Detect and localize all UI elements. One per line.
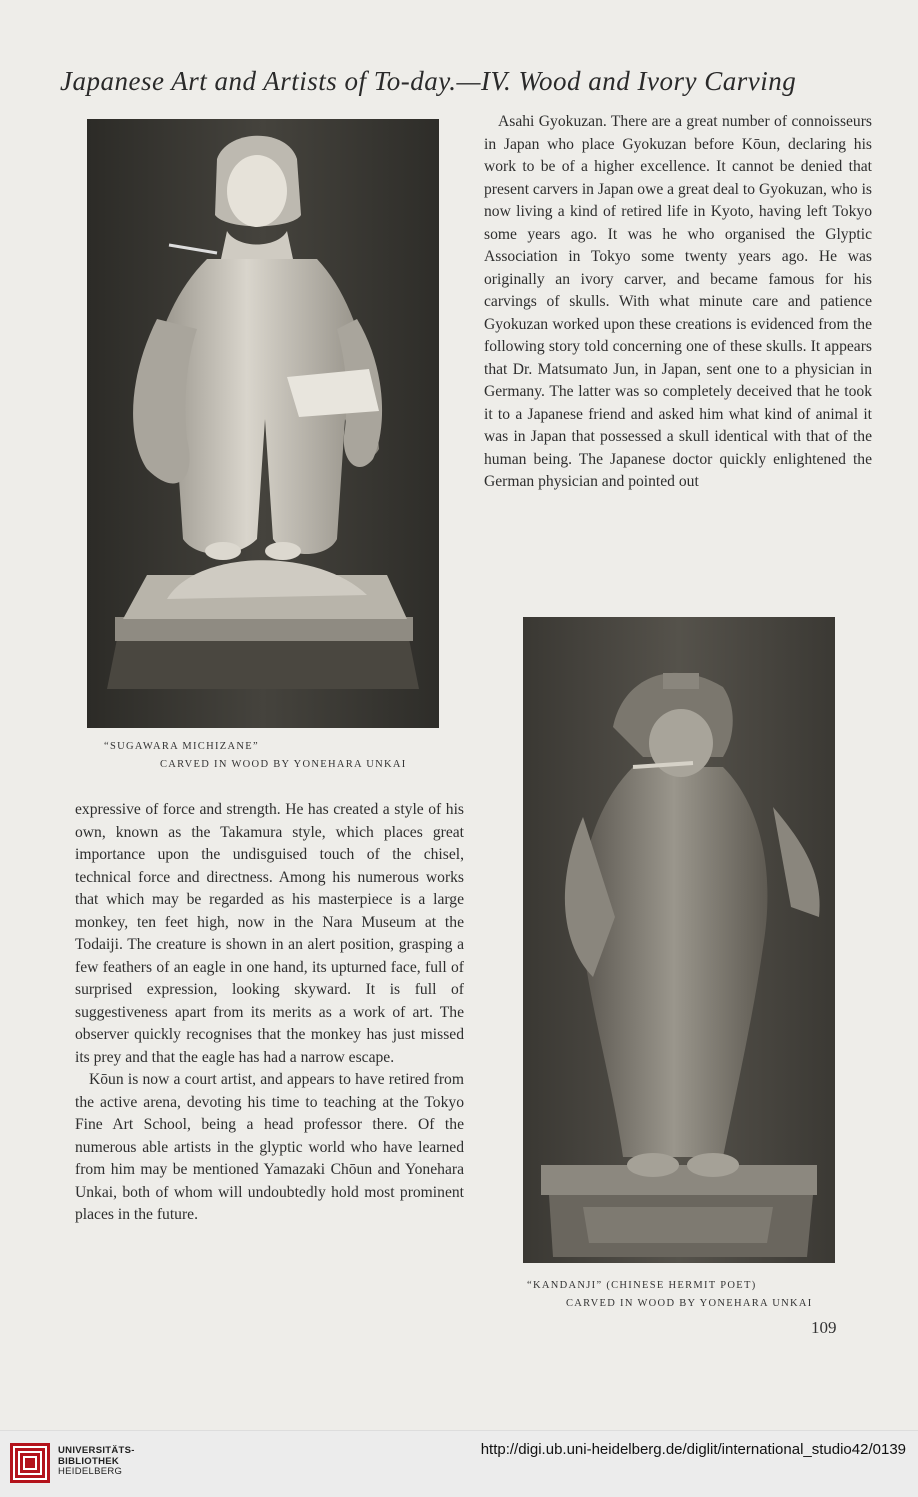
- plate-2-caption-title: “KANDANJI” (CHINESE HERMIT POET): [527, 1280, 757, 1291]
- paragraph: Asahi Gyokuzan. There are a great number of connoisseurs in Japan who place Gyokuzan before Kōun, declaring his work to be of a higher excellence. It cannot be denied that present carvers in Japan owe a great deal to Gyokuzan, who is now living a kind of retired life in Kyoto, having left Tokyo some years ago. It was he who organised the Glyptic Association in Tokyo some twenty years ago. He was originally an ivory carver, and became famous for his carvings of skulls. With what minute care and patience Gyokuzan worked upon these creations is evidenced from the following story told concerning one of these skulls. It appears that Dr. Matsumato Jun, in Japan, sent one to a physician in Germany. The latter was so completely deceived that he took it to a Japanese friend and asked him what kind of animal it was in Japan that possessed a skull identical with that of the human being. The Japanese doctor quickly enlightened the German physician and pointed out: [484, 113, 872, 490]
- running-head: Japanese Art and Artists of To-day.—IV. Wood and Ivory Carving: [60, 66, 797, 96]
- library-logo-icon[interactable]: [10, 1443, 50, 1483]
- plate-1-caption-title: “SUGAWARA MICHIZANE”: [104, 741, 259, 752]
- sculpture-hermit-photo: [523, 617, 835, 1263]
- text-column-right: [484, 111, 872, 494]
- paragraph: expressive of force and strength. He has created a style of his own, known as the Takamura style, which places great importance upon the undisguised touch of the chisel, technical force and directness. Among his numerous works that which may be regarded as his masterpiece is a large monkey, ten feet high, now in the Nara Museum at the Todaiji. The creature is shown in an alert position, grasping a few feathers of an eagle in one hand, its upturned face, full of surprised expression, looking skyward. It is full of suggestiveness apart from its merits as a work of art. The observer quickly recognises that the monkey has just missed its prey and that the eagle has had a narrow escape.: [75, 801, 464, 1066]
- source-url-link[interactable]: http://digi.ub.uni-heidelberg.de/diglit/international_studio42/0139: [480, 1441, 906, 1458]
- library-footer: [0, 1430, 918, 1497]
- plate-sugawara-michizane: [87, 119, 439, 728]
- paragraph: Kōun is now a court artist, and appears to have retired from the active arena, devoting his time to teaching at the Tokyo Fine Art School, being a head professor there. Of the numerous able artists in the glyptic world who have learned from him may be mentioned Yamazaki Chōun and Yonehara Unkai, both of whom will undoubtedly hold most prominent places in the future.: [75, 1071, 464, 1223]
- plate-kandanji: [523, 617, 835, 1263]
- library-name[interactable]: UNIVERSITÄTS- BIBLIOTHEK HEIDELBERG: [58, 1445, 135, 1477]
- text-column-left: [75, 799, 464, 1227]
- plate-2-caption-credit: CARVED IN WOOD BY YONEHARA UNKAI: [566, 1298, 813, 1309]
- page-number: 109: [811, 1318, 837, 1337]
- plate-1-caption-credit: CARVED IN WOOD BY YONEHARA UNKAI: [160, 759, 407, 770]
- sculpture-figure-photo: [87, 119, 439, 728]
